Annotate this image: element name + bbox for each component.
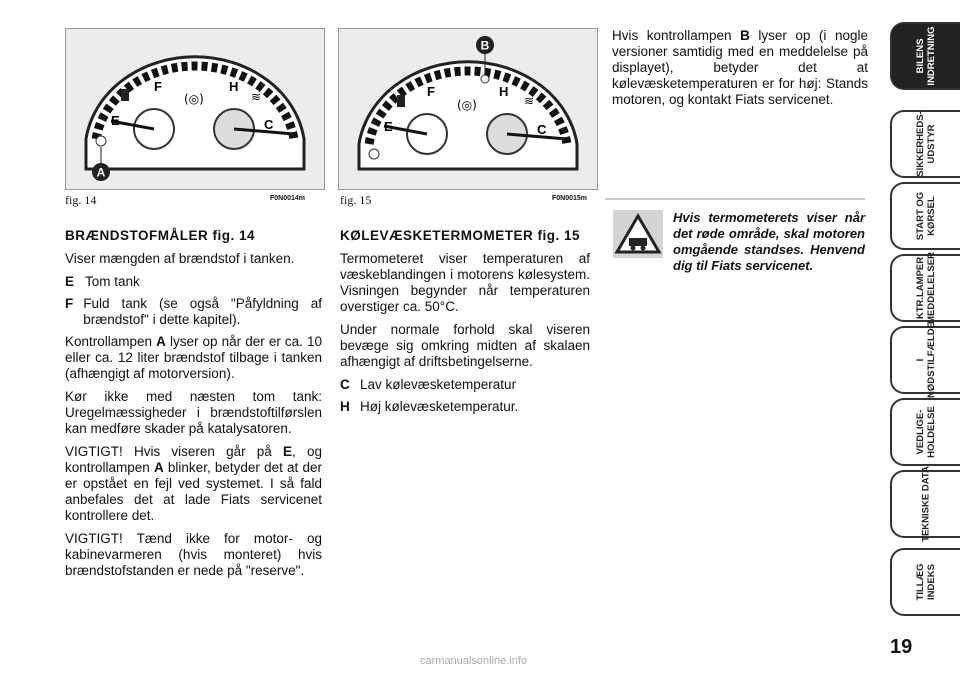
gauge-label-h: H: [499, 84, 509, 99]
list-text: Tom tank: [85, 274, 140, 289]
tab-start-og-korsel[interactable]: START OG KØRSEL: [890, 182, 960, 250]
tab-vedligeholdelse[interactable]: VEDLIGE- HOLDELSE: [890, 398, 960, 466]
page-number: 19: [890, 636, 913, 658]
list-item: [65, 296, 322, 328]
paragraph: Termometeret viser temperaturen af væskeblandingen i motorens kølesystem. Visningen begynder når temperaturen overstiger ca. 50°C.: [340, 251, 590, 314]
list-item: [65, 274, 322, 290]
paragraph: VIGTIGT! Tænd ikke for motor- og kabinevarmeren (hvis monteret) hvis brændstofstanden er nede på "reserve".: [65, 531, 322, 578]
coolant-temp-icon: ≋: [524, 94, 535, 108]
paragraph: Kontrollampen A lyser op når der er ca. 10 eller ca. 12 liter brændstof tilbage i tanken (afhængigt af motorversion).: [65, 334, 322, 381]
section-heading: BRÆNDSTOFMÅLER fig. 14: [65, 228, 256, 243]
marker-b-label: B: [480, 38, 490, 53]
list-text: Fuld tank (se også "Påfyldning af brændstof" i dette kapitel).: [83, 296, 322, 327]
section-heading: KØLEVÆSKETERMOMETER fig. 15: [340, 228, 581, 243]
gauge-label-f: F: [427, 84, 435, 99]
warning-text: Hvis termometerets viser når det røde område, skal motoren omgående standses. Henvend dig til Fiats servicenet.: [673, 210, 865, 273]
marker-a-label: A: [96, 165, 106, 180]
watermark: carmanualsonline.info: [420, 655, 528, 667]
figure-14-caption: fig. 14: [65, 193, 97, 207]
coolant-thermometer-section: [340, 228, 590, 421]
gauge-label-e: E: [111, 113, 120, 128]
warning-box: [605, 198, 865, 273]
gauge-illustration: [66, 29, 324, 189]
list-key: E: [65, 274, 75, 289]
tab-tillaeg-indeks[interactable]: TILLÆG INDEKS: [890, 548, 960, 616]
figure-15-coolant-gauge: [338, 28, 598, 190]
gauge-label-f: F: [154, 79, 162, 94]
coolant-temp-icon: ≋: [251, 90, 262, 104]
list-text: Høj kølevæsketemperatur.: [360, 399, 519, 414]
paragraph: Under normale forhold skal viseren bevæge sig omkring midten af skalaen afhængigt af driftsbetingelserne.: [340, 322, 590, 369]
brake-warning-icon: (◎): [457, 98, 477, 112]
warning-light-section: [612, 28, 868, 115]
fuel-pump-icon: [121, 89, 129, 101]
paragraph: Hvis kontrollampen B lyser op (i nogle versioner samtidig med en meddelelse på displayet), betyder det at kølevæsketemperaturen er for høj: Stands motoren, og kontakt Fiats servicenet.: [612, 28, 868, 107]
figure-14-fuel-gauge: [65, 28, 325, 190]
paragraph: Viser mængden af brændstof i tanken.: [65, 251, 295, 266]
paragraph: Kør ikke med næsten tom tank: Uregelmæssigheder i brændstoftilførslen kan medføre skader på katalysatoren.: [65, 389, 322, 436]
gauge-label-e: E: [384, 119, 393, 134]
tab-bilens-indretning[interactable]: BILENS INDRETNING: [890, 22, 960, 90]
figure-14-code: F0N0014m: [270, 195, 306, 202]
gauge-label-h: H: [229, 79, 239, 94]
list-key: C: [340, 377, 350, 392]
list-item: [340, 377, 590, 393]
figure-15-code: F0N0015m: [552, 195, 588, 202]
fuel-pump-icon: [397, 95, 405, 107]
gauge-label-c: C: [537, 122, 547, 137]
list-key: F: [65, 296, 74, 311]
figure-15-caption: fig. 15: [340, 193, 372, 207]
tab-ktr-lamper[interactable]: KTR.LAMPER MEDDELELSER: [890, 254, 960, 322]
paragraph: VIGTIGT! Hvis viseren går på E, og kontrollampen A blinker, betyder det at der er opstået en fejl ved systemet. I så fald anbefales det at lade Fiats servicenet kontrollere det.: [65, 444, 322, 523]
tab-i-nodstilfaelde[interactable]: I NØDSTILFÆLDE: [890, 326, 960, 394]
brake-warning-icon: (◎): [184, 92, 204, 106]
warning-icon: [613, 210, 663, 258]
gauge-illustration: [339, 29, 597, 189]
list-text: Lav kølevæsketemperatur: [360, 377, 517, 392]
list-key: H: [340, 399, 350, 414]
gauge-label-c: C: [264, 117, 274, 132]
tab-sikkerhedsudstyr[interactable]: SIKKERHEDS- UDSTYR: [890, 110, 960, 178]
fuel-gauge-section: [65, 228, 322, 586]
tab-tekniske-data[interactable]: TEKNISKE DATA: [890, 470, 960, 538]
chapter-tabs: [885, 0, 960, 677]
list-item: [340, 399, 590, 415]
